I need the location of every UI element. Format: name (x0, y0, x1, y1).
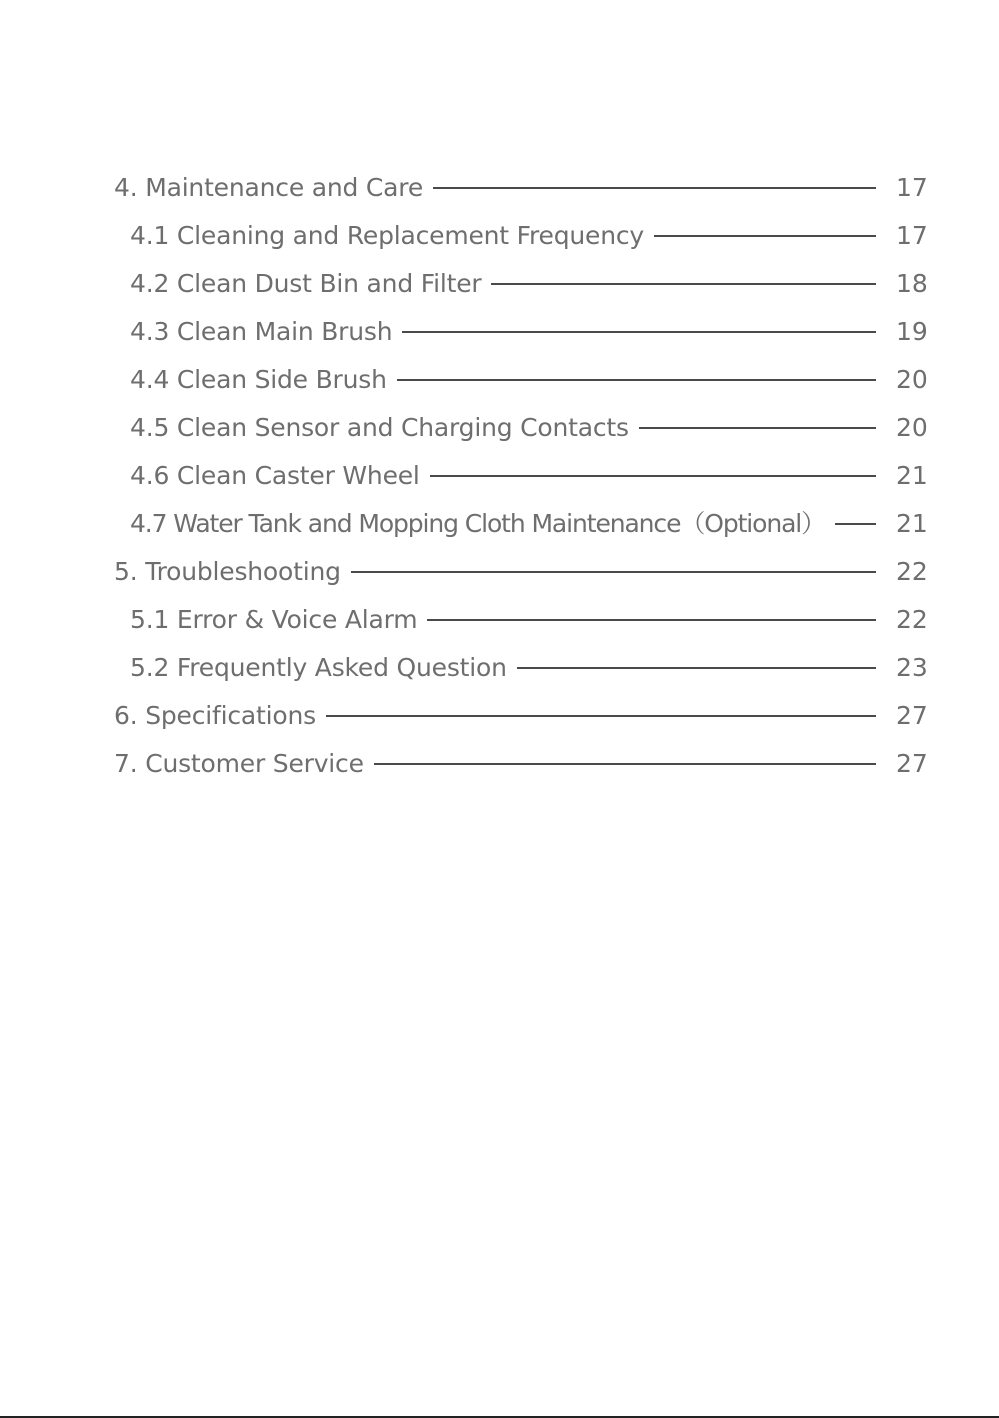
toc-entry-faq[interactable] (114, 644, 926, 692)
toc-entry-main-brush[interactable] (114, 308, 926, 356)
toc-page-number: 22 (896, 605, 928, 634)
toc-entry-sensor-contacts[interactable] (114, 404, 926, 452)
toc-entry-dust-bin-filter[interactable] (114, 260, 926, 308)
toc-leader-line (491, 283, 876, 285)
table-of-contents (114, 164, 926, 788)
toc-page-number: 20 (896, 413, 928, 442)
toc-entry-water-tank-mopping[interactable] (114, 500, 926, 548)
toc-leader-line (427, 619, 876, 621)
toc-entry-caster-wheel[interactable] (114, 452, 926, 500)
toc-entry-customer-service[interactable] (114, 740, 926, 788)
toc-page-number: 27 (896, 749, 928, 778)
toc-page-number: 27 (896, 701, 928, 730)
toc-page-number: 20 (896, 365, 928, 394)
toc-leader-line (517, 667, 876, 669)
toc-leader-line (374, 763, 876, 765)
toc-entry-label: 4.2 Clean Dust Bin and Filter (130, 269, 482, 298)
toc-leader-line (654, 235, 876, 237)
toc-leader-line (397, 379, 876, 381)
toc-entry-label: 5.2 Frequently Asked Question (130, 653, 507, 682)
toc-leader-line (430, 475, 876, 477)
toc-entry-label: 4.1 Cleaning and Replacement Frequency (130, 221, 645, 250)
toc-leader-line (639, 427, 876, 429)
toc-entry-cleaning-frequency[interactable] (114, 212, 926, 260)
toc-entry-label: 5.1 Error & Voice Alarm (130, 605, 418, 634)
toc-page-number: 18 (896, 269, 928, 298)
toc-entry-label: 4.6 Clean Caster Wheel (130, 461, 420, 490)
toc-leader-line (326, 715, 876, 717)
toc-leader-line (351, 571, 876, 573)
toc-page-number: 21 (896, 509, 928, 538)
toc-page-number: 17 (896, 173, 928, 202)
toc-leader-line (402, 331, 876, 333)
toc-page-number: 19 (896, 317, 928, 346)
toc-entry-specifications[interactable] (114, 692, 926, 740)
toc-entry-label: 4.5 Clean Sensor and Charging Contacts (130, 413, 629, 442)
toc-entry-label: 5. Troubleshooting (114, 557, 341, 586)
toc-entry-label: 4.3 Clean Main Brush (130, 317, 393, 346)
toc-leader-line (433, 187, 876, 189)
toc-entry-label: 4.7 Water Tank and Mopping Cloth Maintenance（Optional） (130, 509, 826, 538)
toc-page-number: 21 (896, 461, 928, 490)
toc-page-number: 23 (896, 653, 928, 682)
toc-page-number: 17 (896, 221, 928, 250)
toc-entry-side-brush[interactable] (114, 356, 926, 404)
toc-entry-label: 4. Maintenance and Care (114, 173, 424, 202)
toc-leader-line (835, 523, 876, 525)
toc-entry-troubleshooting[interactable] (114, 548, 926, 596)
toc-entry-maintenance-and-care[interactable] (114, 164, 926, 212)
toc-entry-label: 7. Customer Service (114, 749, 364, 778)
toc-entry-error-voice-alarm[interactable] (114, 596, 926, 644)
toc-page-number: 22 (896, 557, 928, 586)
toc-entry-label: 4.4 Clean Side Brush (130, 365, 387, 394)
toc-entry-label: 6. Specifications (114, 701, 316, 730)
